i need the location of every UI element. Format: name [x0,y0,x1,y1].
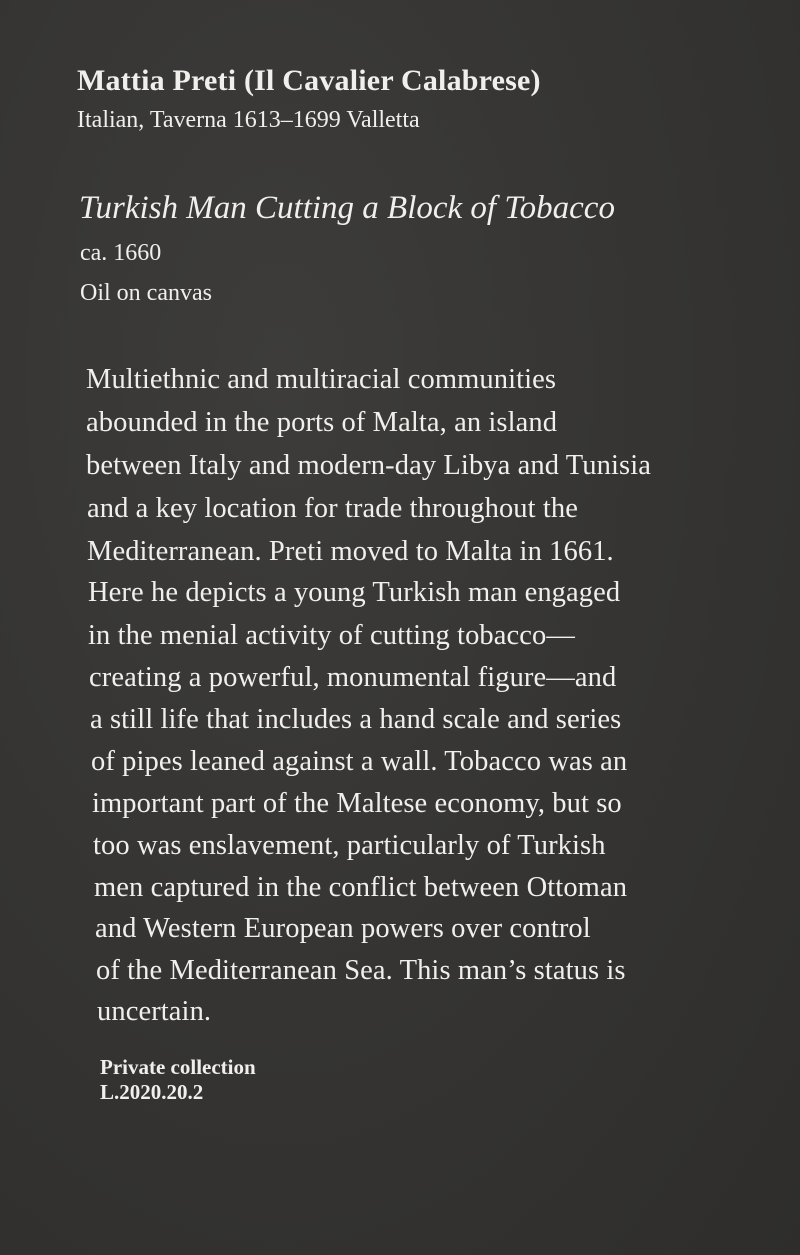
description-line: Here he depicts a young Turkish man engaged [88,577,621,608]
artwork-date: ca. 1660 [80,240,162,266]
description-line: abounded in the ports of Malta, an island [86,407,558,438]
description-line: uncertain. [97,996,212,1027]
artist-name: Mattia Preti (Il Cavalier Calabrese) [77,64,541,97]
description-line: Multiethnic and multiracial communities [86,364,557,395]
description-line: between Italy and modern-day Libya and Tunisia [86,450,651,481]
credit-line: Private collection [100,1055,256,1079]
description-line: important part of the Maltese economy, but so [92,788,622,819]
description-line: men captured in the conflict between Ottoman [94,872,628,903]
description-line: too was enslavement, particularly of Turkish [93,830,606,861]
description-line: and a key location for trade throughout the [87,493,579,524]
description-line: Mediterranean. Preti moved to Malta in 1661. [87,536,614,567]
artist-nationality-dates: Italian, Taverna 1613–1699 Valletta [77,107,420,133]
description-line: and Western European powers over control [95,913,591,944]
description-line: in the menial activity of cutting tobacco— [88,620,575,651]
description-line: of the Mediterranean Sea. This man’s status is [96,955,626,986]
accession-number: L.2020.20.2 [100,1080,204,1104]
artwork-medium: Oil on canvas [80,280,212,306]
description-line: a still life that includes a hand scale and series [90,704,622,735]
artwork-title: Turkish Man Cutting a Block of Tobacco [79,190,615,226]
description-line: creating a powerful, monumental figure—and [89,662,617,693]
description-line: of pipes leaned against a wall. Tobacco was an [91,746,628,777]
